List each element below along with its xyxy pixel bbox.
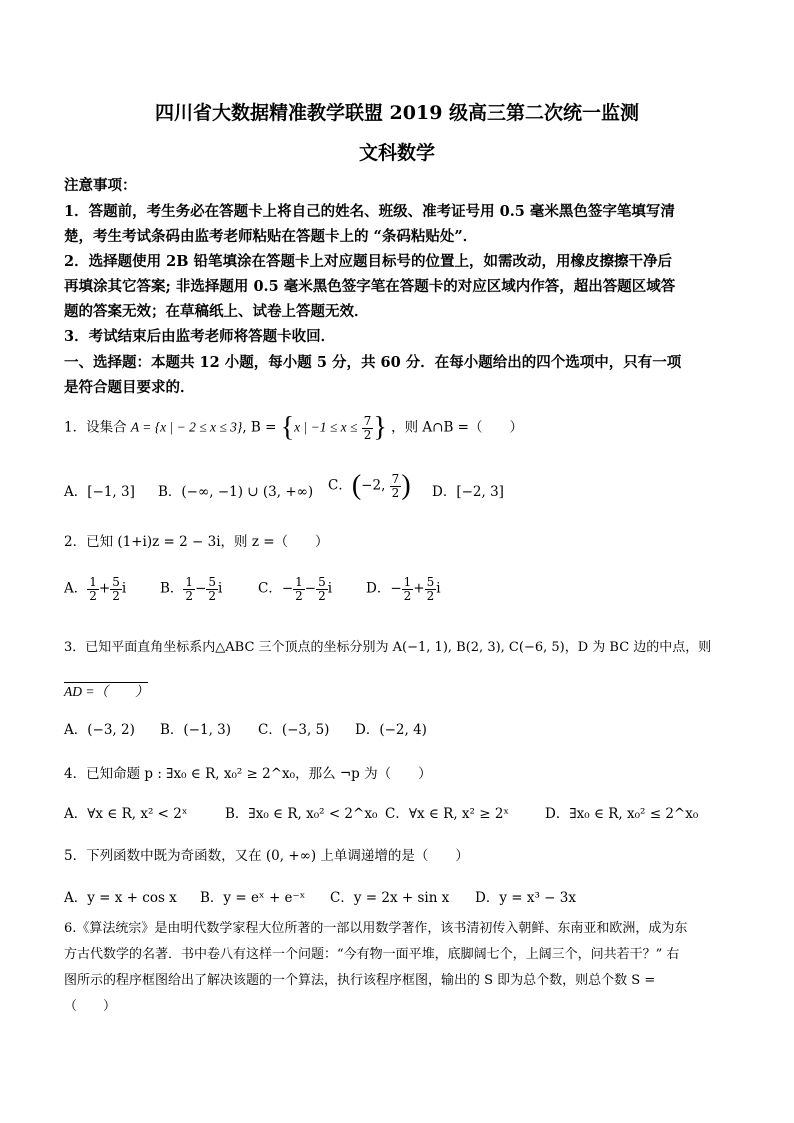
numerator: 5 [426, 575, 435, 589]
question-1-option-a: A．[−1, 3] [64, 484, 135, 500]
imaginary-unit: i [218, 580, 223, 597]
imaginary-unit: i [327, 580, 333, 597]
exam-subtitle: 文科数学 [358, 142, 435, 164]
right-brace-icon: } [373, 412, 387, 443]
fraction [206, 576, 218, 602]
denominator: 2 [208, 588, 217, 603]
left-paren-icon: ( [351, 470, 362, 501]
question-4-option-c: C．∀x ∈ R, x² ≥ 2ˣ [385, 806, 510, 822]
question-3-option-c: C．(−3, 5) [258, 722, 330, 738]
question-6-line-4: （ ） [64, 999, 117, 1014]
question-3-stem-vector [64, 680, 148, 700]
notice-item-2-line-1: 2．选择题使用 2B 铅笔填涂在答题卡上对应题目标号的位置上，如需改动，用橡皮擦擦干净后 [64, 253, 673, 270]
fraction-denominator: 2 [391, 485, 400, 500]
question-1-set-b-label: , B = [242, 419, 277, 436]
vector-ad: AD =（ ） [64, 684, 149, 699]
question-1-suffix: ，则 A∩B =（ ） [391, 419, 523, 436]
question-4-stem: 4．已知命题 p : ∃x₀ ∈ R, x₀² ≥ 2^x₀，那么 ¬p 为（ ） [64, 766, 432, 782]
question-4-option-d: D．∃x₀ ∈ R, x₀² ≤ 2^x₀ [545, 806, 699, 822]
question-6-line-2: 方古代数学的名著．书中卷八有这样一个问题：“今有物一面平堆，底脚阔七个，上阔三个，问共若干？” 右 [64, 947, 680, 962]
option-c-label: C． [328, 477, 352, 494]
fraction [110, 576, 122, 602]
question-5-option-d: D．y = x³ − 3x [475, 890, 576, 906]
option-label: D．− [366, 580, 402, 597]
question-1-prefix: 1．设集合 [64, 419, 127, 436]
question-4-option-b: B．∃x₀ ∈ R, x₀² < 2^x₀ [225, 806, 378, 822]
option-c-body: −2, [361, 477, 386, 494]
sign: + [98, 580, 111, 597]
question-1-option-c [328, 470, 411, 502]
fraction [183, 576, 195, 602]
question-1-option-b: B．(−∞, −1) ∪ (3, +∞) [158, 484, 314, 500]
question-1-stem [64, 412, 523, 444]
notice-item-2-line-2: 再填涂其它答案; 非选择题用 0.5 毫米黑色签字笔在答题卡的对应区域内作答，超出答题区域答 [64, 278, 676, 295]
question-6-line-3: 图所示的程序框图给出了解决该题的一个算法，执行该程序框图，输出的 S 即为总个数，则总个数 S = [64, 973, 656, 988]
denominator: 2 [426, 588, 435, 603]
sign: + [413, 580, 425, 597]
numerator: 5 [318, 575, 326, 589]
question-1-option-d: D．[−2, 3] [432, 484, 504, 500]
fraction [293, 576, 305, 602]
question-5-option-b: B．y = eˣ + e⁻ˣ [200, 890, 306, 906]
question-5-option-a: A．y = x + cos x [64, 890, 177, 906]
left-brace-icon: { [280, 412, 295, 443]
notice-item-1-line-2: 楚，考生考试条码由监考老师粘贴在答题卡上的 “条码粘贴处”． [64, 228, 478, 245]
fraction-denominator: 2 [363, 427, 372, 442]
numerator: 1 [185, 575, 194, 589]
notice-heading: 注意事项： [64, 177, 137, 194]
fraction [87, 576, 99, 602]
option-label: B． [160, 580, 184, 597]
question-6-line-1: 6.《算法统宗》是由明代数学家程大位所著的一部以用数学著作，该书清初传入朝鲜、东南亚和欧洲，成为东 [64, 921, 688, 936]
fraction-7-over-2 [390, 473, 402, 499]
imaginary-unit: i [121, 580, 127, 597]
exam-title: 四川省大数据精准教学联盟 2019 级高三第二次统一监测 [154, 102, 640, 124]
question-1-set-b-inner: x | −1 ≤ x ≤ [294, 419, 358, 435]
question-2-option-b [160, 576, 222, 602]
notice-item-2-line-3: 题的答案无效；在草稿纸上、试卷上答题无效． [64, 303, 369, 320]
question-5-option-c: C．y = 2x + sin x [330, 890, 450, 906]
sign: − [304, 580, 317, 597]
question-1-set-a: A = {x | − 2 ≤ x ≤ 3} [130, 419, 243, 435]
option-label: A． [64, 580, 88, 597]
numerator: 1 [89, 575, 97, 589]
fraction [316, 576, 328, 602]
question-2-option-c [258, 576, 332, 602]
question-3-option-b: B．(−1, 3) [160, 722, 232, 738]
right-paren-icon: ) [401, 470, 411, 501]
section-1-heading-line-2: 是符合题目要求的． [64, 379, 195, 396]
denominator: 2 [185, 588, 194, 603]
question-4-option-a: A．∀x ∈ R, x² < 2ˣ [64, 806, 188, 822]
fraction-numerator: 7 [391, 471, 400, 486]
numerator: 1 [295, 575, 303, 589]
denominator: 2 [112, 588, 120, 603]
question-3-option-a: A．(−3, 2) [64, 722, 135, 738]
question-3-stem: 3．已知平面直角坐标系内△ABC 三个顶点的坐标分别为 A(−1, 1), B(2, 3), C(−6, 5)，D 为 BC 边的中点，则 [64, 640, 712, 655]
fraction-numerator: 7 [363, 413, 372, 428]
option-label: C．− [258, 580, 294, 597]
numerator: 5 [112, 575, 120, 589]
question-2-option-d [366, 576, 441, 602]
denominator: 2 [295, 588, 303, 603]
question-2-option-a [64, 576, 126, 602]
section-1-heading-line-1: 一、选择题：本题共 12 小题，每小题 5 分，共 60 分．在每小题给出的四个选项中，只有一项 [64, 354, 682, 371]
denominator: 2 [403, 588, 412, 603]
sign: − [195, 580, 207, 597]
question-5-stem: 5．下列函数中既为奇函数，又在 (0, +∞) 上单调递增的是（ ） [64, 848, 469, 864]
fraction [425, 576, 437, 602]
fraction [402, 576, 414, 602]
notice-item-3: 3．考试结束后由监考老师将答题卡收回． [64, 328, 336, 345]
notice-item-1-line-1: 1．答题前，考生务必在答题卡上将自己的姓名、班级、准考证号用 0.5 毫米黑色签字笔填写清 [64, 203, 675, 220]
numerator: 1 [403, 575, 412, 589]
numerator: 5 [208, 575, 217, 589]
fraction-7-over-2 [362, 415, 374, 441]
denominator: 2 [89, 588, 97, 603]
imaginary-unit: i [436, 580, 441, 597]
denominator: 2 [318, 588, 326, 603]
question-3-option-d: D．(−2, 4) [355, 722, 427, 738]
question-2-stem: 2．已知 (1+i)z = 2 − 3i，则 z =（ ） [64, 534, 329, 550]
